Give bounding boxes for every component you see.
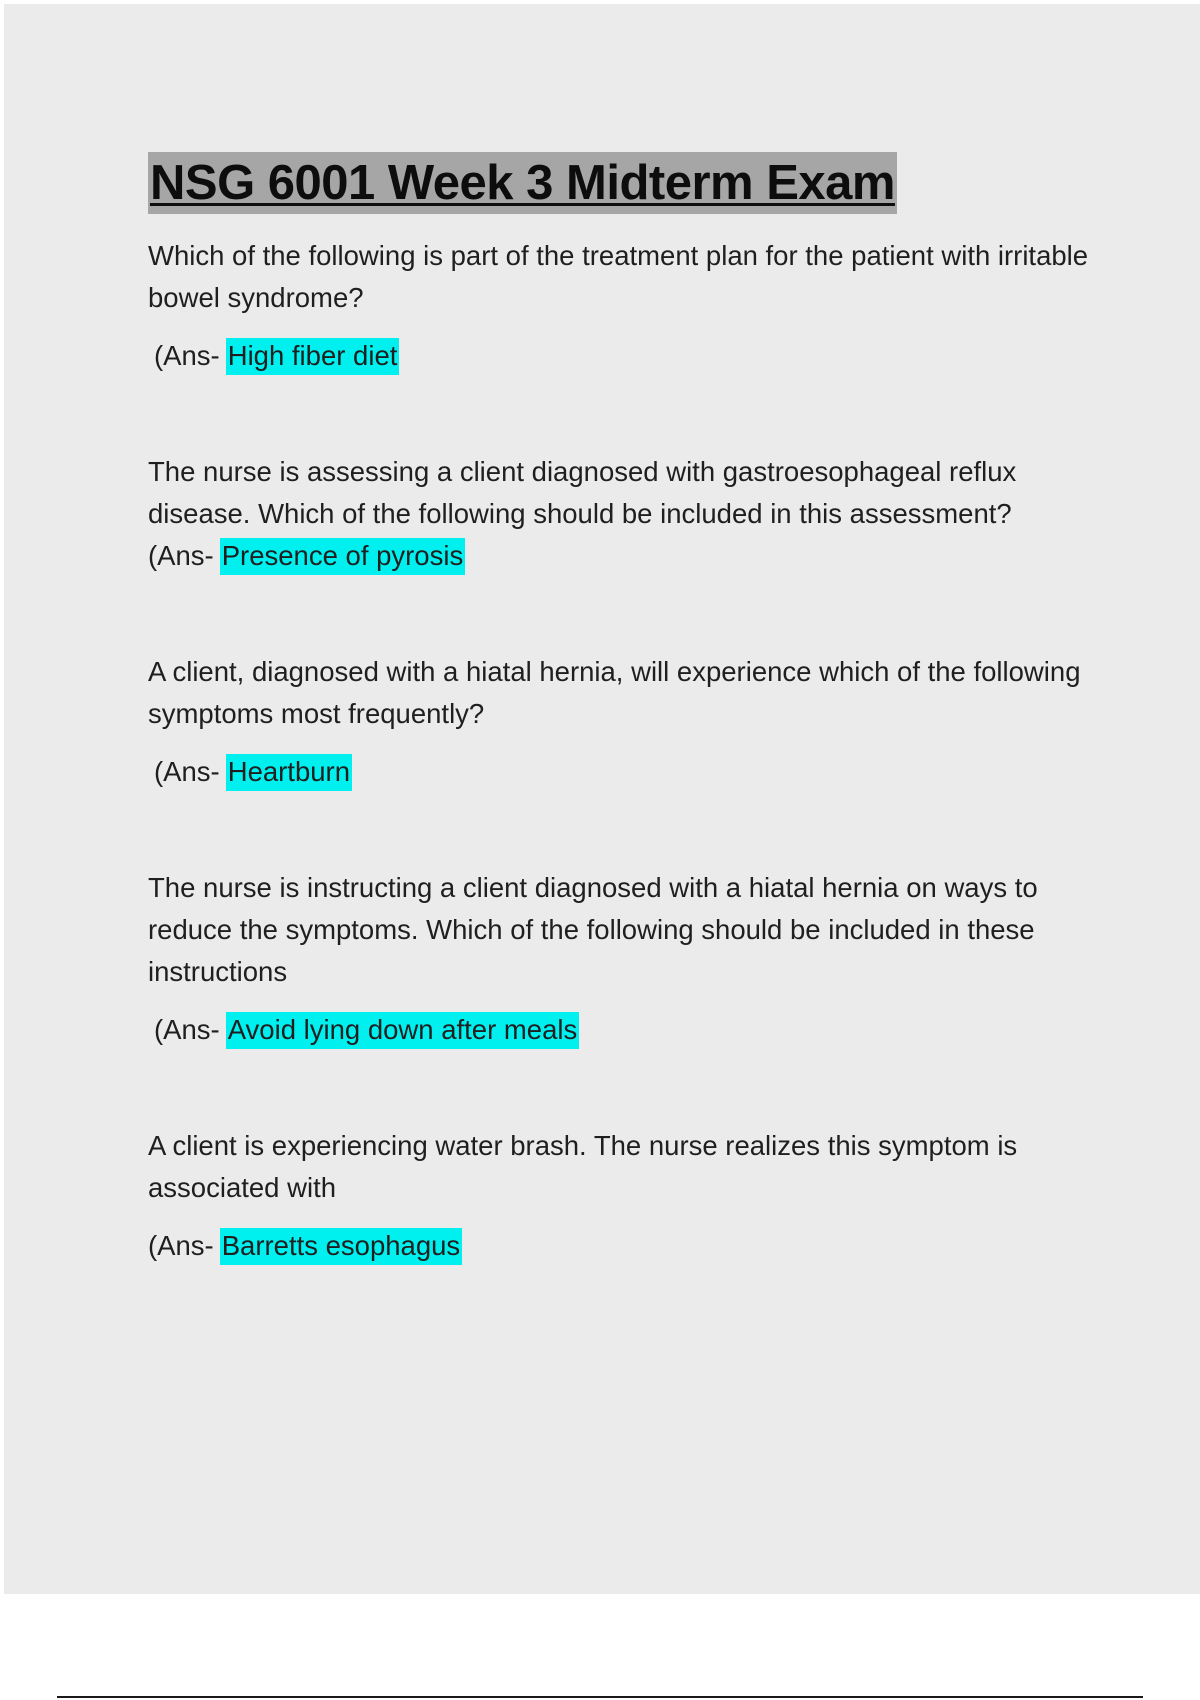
answer-prefix: (Ans- (148, 540, 214, 571)
question-item-2 (148, 451, 1098, 577)
answer-highlight: Avoid lying down after meals (226, 1012, 580, 1049)
footer-divider (57, 1696, 1143, 1698)
answer-line (148, 1225, 1098, 1267)
answer-highlight: Heartburn (226, 754, 352, 791)
page-content (148, 152, 1098, 1267)
question-item-1 (148, 235, 1098, 377)
document-page (4, 4, 1200, 1594)
answer-prefix: (Ans- (154, 340, 220, 371)
question-text: A client, diagnosed with a hiatal hernia, will experience which of the following symptoms most frequently? (148, 656, 1081, 729)
answer-prefix: (Ans- (148, 1230, 214, 1261)
answer-prefix: (Ans- (154, 756, 220, 787)
question-text: A client is experiencing water brash. The nurse realizes this symptom is associated with (148, 1130, 1018, 1203)
question-item-5 (148, 1125, 1098, 1267)
question-text: Which of the following is part of the treatment plan for the patient with irritable bowel syndrome? (148, 240, 1089, 313)
answer-highlight: Presence of pyrosis (220, 538, 466, 575)
answer-line (148, 335, 1098, 377)
question-text: The nurse is assessing a client diagnosed with gastroesophageal reflux disease. Which of the following should be included in this assessment? (148, 456, 1017, 529)
answer-line (148, 535, 1098, 577)
answer-prefix: (Ans- (154, 1014, 220, 1045)
question-text: The nurse is instructing a client diagnosed with a hiatal hernia on ways to reduce the symptoms. Which of the following should be included in these instructions (148, 872, 1038, 987)
exam-title: NSG 6001 Week 3 Midterm Exam (148, 152, 897, 214)
question-item-3 (148, 651, 1098, 793)
question-item-4 (148, 867, 1098, 1051)
answer-highlight: Barretts esophagus (220, 1228, 462, 1265)
answer-highlight: High fiber diet (226, 338, 400, 375)
answer-line (148, 1009, 1098, 1051)
question-list (148, 235, 1098, 1267)
answer-line (148, 751, 1098, 793)
